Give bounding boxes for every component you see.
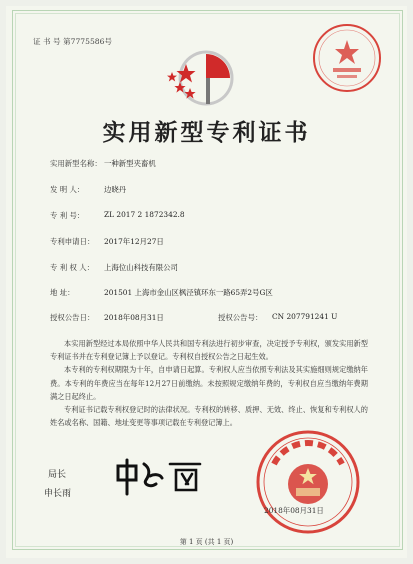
address-value: 201501 上海市金山区枫泾镇环东一路65弄2号G区 (104, 288, 273, 297)
certificate-body (50, 337, 368, 429)
inventor-label: 发 明 人： (50, 185, 85, 194)
grant-number-label: 授权公告号： (218, 313, 263, 322)
director-name: 申长雨 (44, 489, 72, 499)
address-label: 地 址： (50, 288, 75, 297)
name-label: 实用新型名称： (50, 159, 102, 168)
handwritten-signature (110, 456, 210, 498)
national-ip-office-seal (254, 428, 362, 536)
patentee-value: 上海位山科技有限公司 (104, 263, 178, 272)
patent-number-value: ZL 2017 2 1872342.8 (104, 210, 185, 219)
document-title: 实用新型专利证书 (102, 120, 311, 146)
top-seal-stamp (311, 22, 383, 94)
inventor-value: 边晓丹 (104, 185, 127, 194)
grant-number-value: CN 207791241 U (272, 312, 338, 321)
body-paragraph: 本专利的专利权期限为十年，自申请日起算。专利权人应当依照专利法及其实施细则规定缴纳年费。本专利的年费应当在每年12月27日前缴纳。未按照规定缴纳年费的，专利权自应当缴纳年费期满之日起终止。 (50, 365, 368, 401)
body-paragraph: 专利证书记载专利权登记时的法律状况。专利权的转移、质押、无效、终止、恢复和专利权人的姓名或名称、国籍、地址变更等事项记载在专利登记簿上。 (50, 405, 368, 428)
page-footer: 第 1 页 (共 1 页) (179, 538, 234, 546)
grant-date-value: 2018年08月31日 (104, 313, 164, 322)
patent-number-label: 专 利 号： (50, 211, 85, 220)
director-title: 局长 (48, 470, 67, 480)
stamp-date: 2018年08月31日 (264, 506, 324, 515)
patent-office-emblem (166, 50, 246, 106)
certificate-number: 证 书 号 第7775586号 (33, 37, 113, 46)
filing-date-label: 专利申请日： (50, 237, 95, 246)
grant-date-label: 授权公告日： (50, 313, 95, 322)
patentee-label: 专 利 权 人： (50, 263, 95, 272)
filing-date-value: 2017年12月27日 (104, 237, 164, 246)
body-paragraph: 本实用新型经过本局依照中华人民共和国专利法进行初步审查，决定授予专利权，颁发实用新型专利证书并在专利登记簿上予以登记。专利权自授权公告之日起生效。 (50, 339, 368, 362)
name-value: 一种新型夹畜机 (104, 159, 156, 168)
